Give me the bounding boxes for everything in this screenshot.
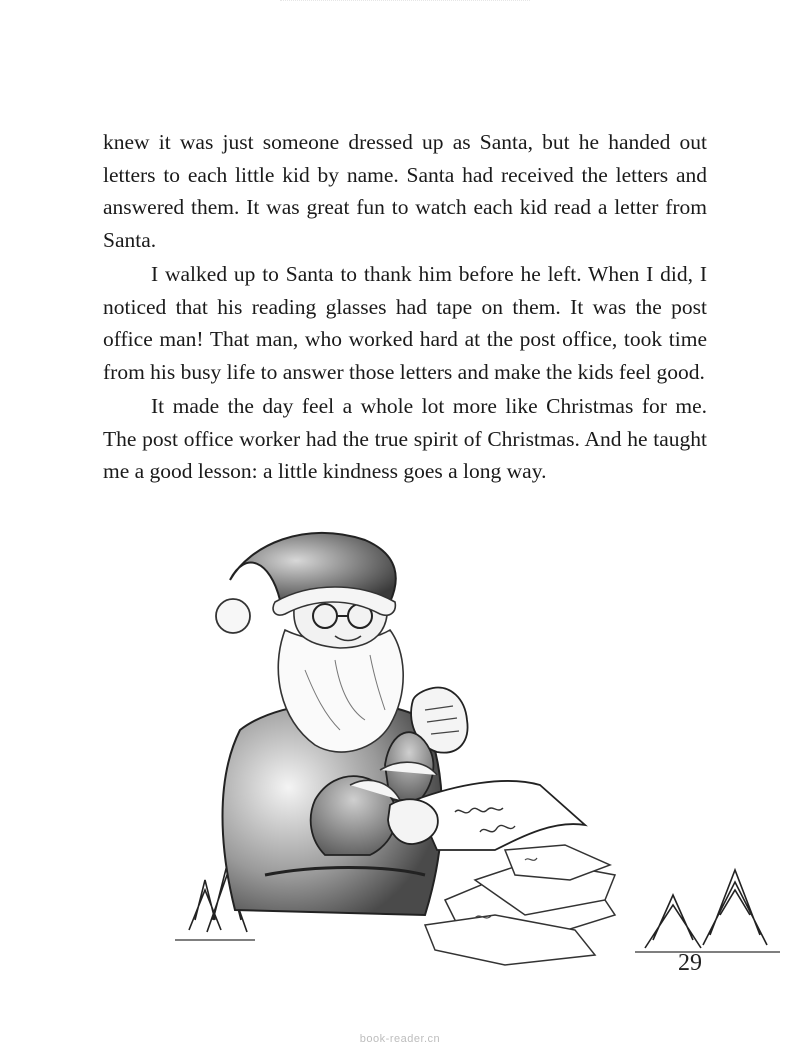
page-number: 29 bbox=[678, 950, 702, 976]
paragraph-2: I walked up to Santa to thank him before he left. When I did, I noticed that his reading glasses had tape on them. It was the post office man! That man, who worked hard at the post office, took time from his busy life to answer those letters and make the kids feel good. bbox=[103, 262, 707, 384]
paragraph-1: knew it was just someone dressed up as Santa, but he handed out letters to each little kid by name. Santa had received the letters and answered them. It was great fun to watch each kid read a letter from Santa. bbox=[103, 130, 707, 252]
letter-held bbox=[415, 781, 585, 850]
hat-pompom bbox=[216, 599, 250, 633]
watermark: book-reader.cn bbox=[359, 1033, 441, 1045]
tree-right bbox=[635, 870, 780, 952]
paragraph-3: It made the day feel a whole lot more like Christmas for me. The post office worker had the true spirit of Christmas. And he taught me a good lesson: a little kindness goes a long way. bbox=[103, 394, 707, 483]
lower-hand bbox=[388, 799, 438, 844]
story-text bbox=[103, 126, 707, 488]
letter-pile bbox=[425, 845, 615, 965]
header-bleed-through bbox=[280, 0, 530, 11]
santa-illustration bbox=[175, 520, 785, 980]
